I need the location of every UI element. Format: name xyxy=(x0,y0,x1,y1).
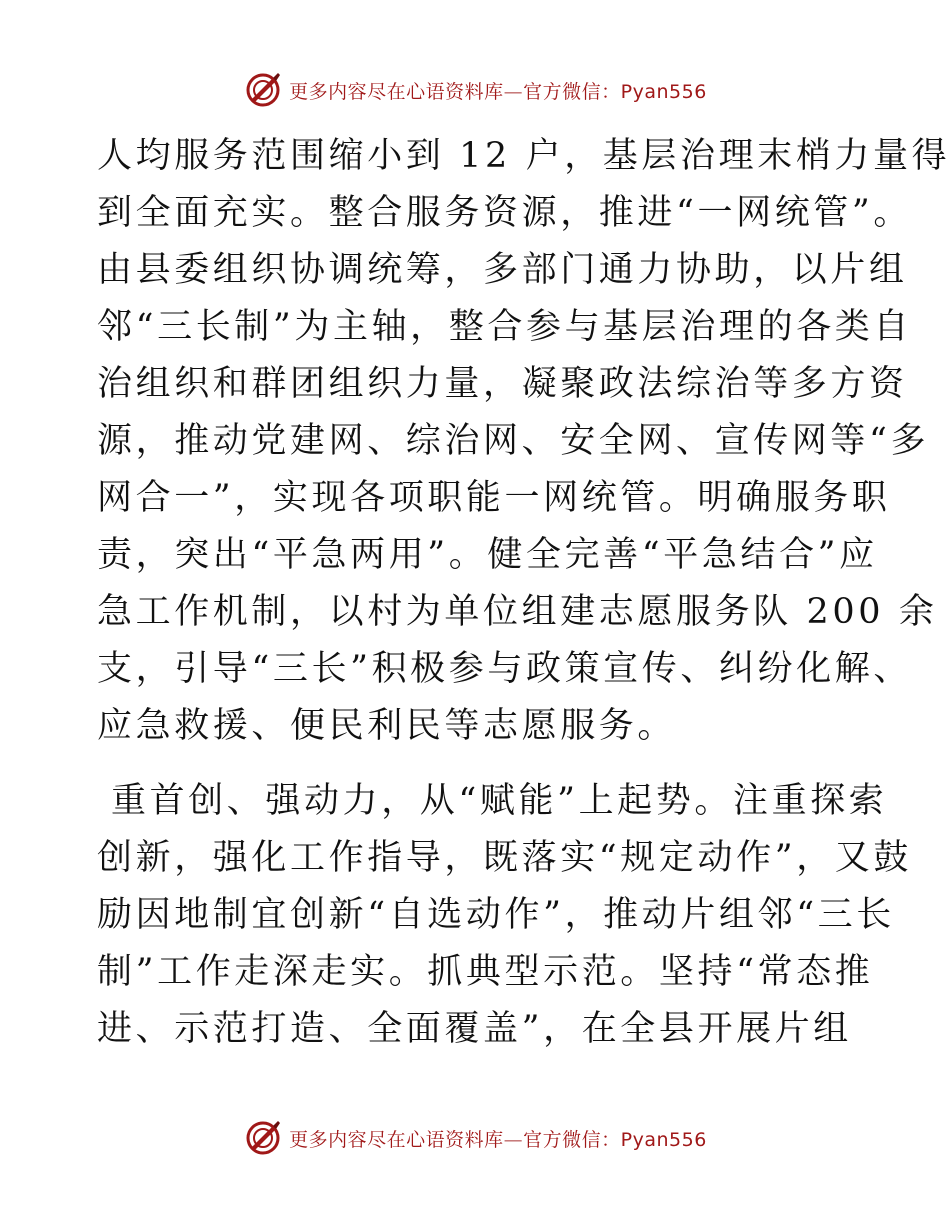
banner-separator: — xyxy=(503,80,524,103)
text-line: 治组织和群团组织力量，凝聚政法综治等多方资 xyxy=(97,364,908,404)
seal-logo-icon xyxy=(243,70,283,110)
text-line: 邻“三长制”为主轴，整合参与基层治理的各类自 xyxy=(97,307,912,347)
text-line: 支，引导“三长”积极参与政策宣传、纠纷化解、 xyxy=(97,649,912,689)
paragraph-1 xyxy=(97,128,950,755)
text-line: 由县委组织协调统筹，多部门通力协助，以片组 xyxy=(97,250,908,290)
text-line: 到全面充实。整合服务资源，推进“一网统管”。 xyxy=(97,193,912,233)
text-line: 进、示范打造、全面覆盖”，在全县开展片组 xyxy=(97,1009,852,1049)
text-line: 应急救援、便民利民等志愿服务。 xyxy=(97,706,677,746)
text-line: 励因地制宜创新“自选动作”，推动片组邻“三长 xyxy=(97,895,895,935)
banner-main-text: 更多内容尽在心语资料库 xyxy=(289,80,504,103)
text-line: 重首创、强动力，从“赋能”上起势。注重探索 xyxy=(111,781,888,821)
banner-text xyxy=(289,1125,707,1152)
banner-contact-text: 官方微信：Pyan556 xyxy=(523,80,707,103)
footer-banner xyxy=(0,1116,950,1160)
text-line: 人均服务范围缩小到 12 户，基层治理末梢力量得 xyxy=(97,136,950,176)
banner-separator: — xyxy=(503,1128,524,1151)
header-banner xyxy=(0,68,950,112)
seal-logo-icon xyxy=(243,1118,283,1158)
text-line: 源，推动党建网、综治网、安全网、宣传网等“多 xyxy=(97,421,930,461)
text-line: 责，突出“平急两用”。健全完善“平急结合”应 xyxy=(97,535,878,575)
banner-main-text: 更多内容尽在心语资料库 xyxy=(289,1128,504,1151)
text-line: 创新，强化工作指导，既落实“规定动作”，又鼓 xyxy=(97,838,912,878)
document-body xyxy=(97,128,950,1058)
text-line: 网合一”，实现各项职能一网统管。明确服务职 xyxy=(97,478,891,518)
paragraph-gap xyxy=(97,755,857,773)
text-line: 制”工作走深走实。抓典型示范。坚持“常态推 xyxy=(97,952,874,992)
banner-contact-text: 官方微信：Pyan556 xyxy=(523,1128,707,1151)
banner-text xyxy=(289,77,707,104)
paragraph-2 xyxy=(97,773,912,1058)
text-line: 急工作机制，以村为单位组建志愿服务队 200 余 xyxy=(97,592,938,632)
